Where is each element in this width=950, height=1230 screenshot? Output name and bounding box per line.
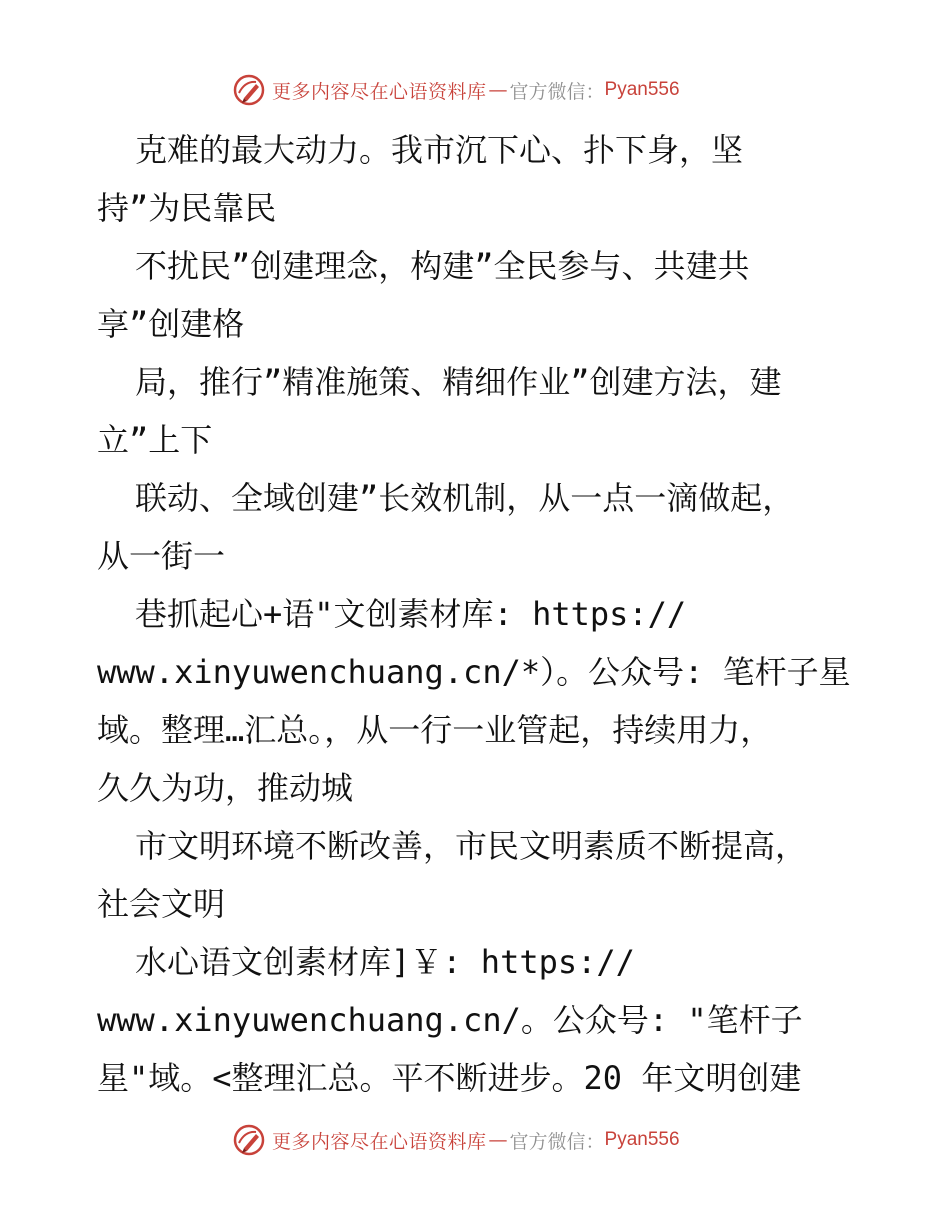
text-line: 从一街一 [97, 537, 226, 575]
text-line: 星"域。<整理汇总。平不断进步。20 年文明创建 [97, 1059, 802, 1097]
text-line: 久久为功，推动城 [97, 769, 354, 807]
banner-site-text: 更多内容尽在心语资料库 [272, 1130, 487, 1153]
text-line: 市文明环境不断改善，市民文明素质不断提高， [135, 827, 808, 865]
document-body [97, 121, 897, 1107]
banner-separator: — [488, 79, 508, 101]
text-line: 巷抓起心+语"文创素材库: https:// [135, 595, 687, 633]
text-line: 社会文明 [97, 885, 226, 923]
text-line: www.xinyuwenchuang.cn/。公众号: "笔杆子 [97, 1001, 803, 1039]
text-line: 不扰民”创建理念，构建”全民参与、共建共 [135, 247, 750, 285]
banner-wechat-id: Pyan556 [604, 79, 680, 100]
banner-wechat-label: 官方微信： [509, 80, 605, 103]
banner-separator: — [488, 1129, 508, 1151]
text-line: 立”上下 [97, 421, 213, 459]
pen-logo-icon [232, 1123, 266, 1157]
header-watermark-banner [232, 72, 712, 108]
text-line: 克难的最大动力。我市沉下心、扑下身，坚 [135, 131, 744, 169]
text-line: 域。整理…汇总。，从一行一业管起，持续用力， [97, 711, 773, 749]
text-line: 持”为民靠民 [97, 189, 277, 227]
text-line: 联动、全域创建”长效机制，从一点一滴做起， [135, 479, 795, 517]
banner-site-text: 更多内容尽在心语资料库 [272, 80, 487, 103]
banner-wechat-label: 官方微信： [509, 1130, 605, 1153]
text-line: 水心语文创素材库]￥: https:// [135, 943, 635, 981]
footer-watermark-banner [232, 1122, 712, 1158]
text-line: 局，推行”精准施策、精细作业”创建方法，建 [135, 363, 782, 401]
text-line: www.xinyuwenchuang.cn/*）。公众号: 笔杆子星 [97, 653, 851, 691]
banner-wechat-id: Pyan556 [604, 1129, 680, 1150]
text-line: 享”创建格 [97, 305, 245, 343]
pen-logo-icon [232, 73, 266, 107]
